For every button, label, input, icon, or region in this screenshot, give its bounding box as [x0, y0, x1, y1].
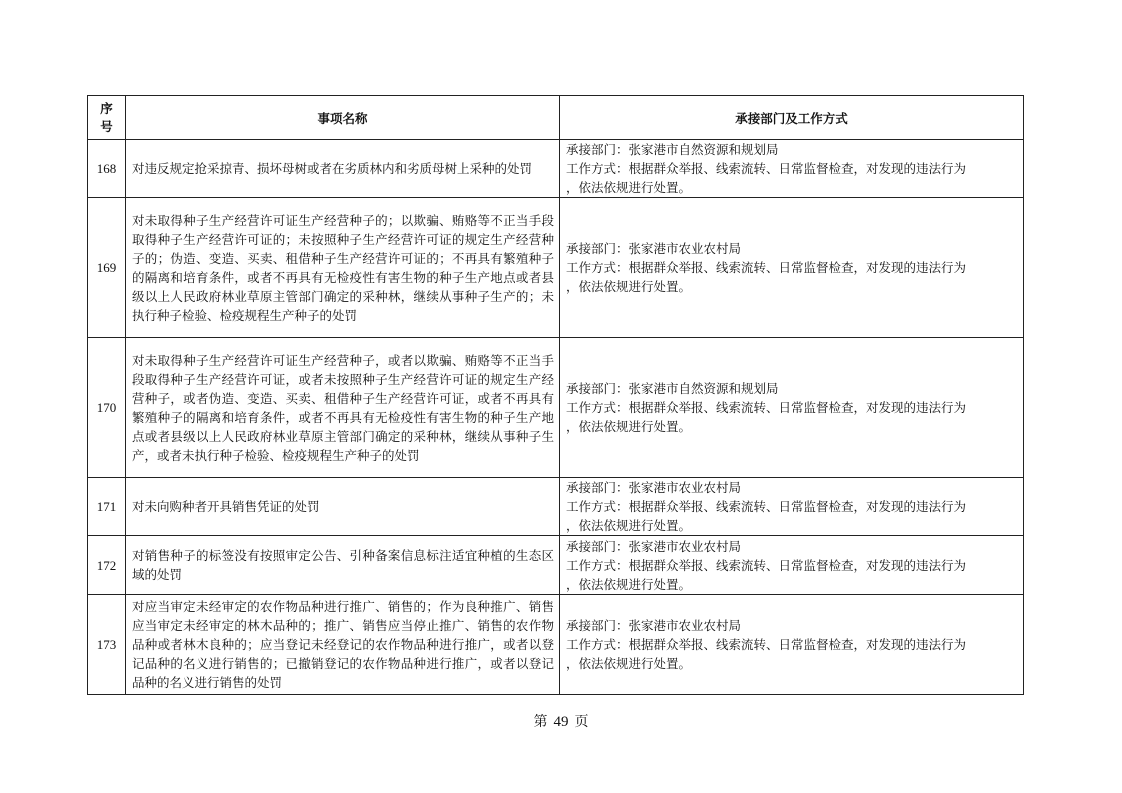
table-row — [88, 536, 1024, 595]
method-line: 工作方式：根据群众举报、线索流转、日常监督检查，对发现的违法行为 — [566, 260, 967, 275]
method-continuation: ，依法依规进行处置。 — [566, 518, 692, 533]
row-number: 168 — [88, 140, 126, 198]
header-serial-label: 序号 — [100, 100, 113, 134]
item-name: 对未向购种者开具销售凭证的处罚 — [126, 478, 560, 536]
header-serial-number — [88, 96, 126, 140]
items-table — [87, 95, 1024, 695]
row-number: 171 — [88, 478, 126, 536]
table-row — [88, 338, 1024, 478]
row-number: 169 — [88, 198, 126, 338]
department-method — [560, 140, 1024, 198]
department-method — [560, 198, 1024, 338]
table-header-row — [88, 96, 1024, 140]
item-name: 对违反规定抢采掠青、损坏母树或者在劣质林内和劣质母树上采种的处罚 — [126, 140, 560, 198]
department-line: 承接部门：张家港市农业农村局 — [566, 480, 742, 495]
table-row — [88, 140, 1024, 198]
table-row — [88, 198, 1024, 338]
method-continuation: ，依法依规进行处置。 — [566, 419, 692, 434]
department-line: 承接部门：张家港市自然资源和规划局 — [566, 142, 779, 157]
method-continuation: ，依法依规进行处置。 — [566, 180, 692, 195]
row-number: 170 — [88, 338, 126, 478]
page-number: 49 — [553, 714, 569, 730]
department-line: 承接部门：张家港市农业农村局 — [566, 241, 742, 256]
page-footer — [0, 711, 1122, 731]
method-continuation: ，依法依规进行处置。 — [566, 279, 692, 294]
header-item-name: 事项名称 — [126, 96, 560, 140]
page-suffix: 页 — [574, 714, 589, 730]
header-department-method: 承接部门及工作方式 — [560, 96, 1024, 140]
department-line: 承接部门：张家港市农业农村局 — [566, 618, 742, 633]
method-line: 工作方式：根据群众举报、线索流转、日常监督检查，对发现的违法行为 — [566, 637, 967, 652]
row-number: 172 — [88, 536, 126, 595]
row-number: 173 — [88, 595, 126, 695]
page-prefix: 第 — [533, 714, 548, 730]
method-line: 工作方式：根据群众举报、线索流转、日常监督检查，对发现的违法行为 — [566, 557, 967, 573]
table-row — [88, 595, 1024, 695]
department-line: 承接部门：张家港市自然资源和规划局 — [566, 381, 779, 396]
method-line: 工作方式：根据群众举报、线索流转、日常监督检查，对发现的违法行为 — [566, 161, 967, 176]
method-continuation: ，依法依规进行处置。 — [566, 576, 692, 592]
item-name: 对应当审定未经审定的农作物品种进行推广、销售的；作为良种推广、销售应当审定未经审定的林木品种的；推广、销售应当停止推广、销售的农作物品种或者林木良种的；应当登记未经登记的农作物品种进行推广，或者以登记品种的名义进行销售的；已撤销登记的农作物品种进行推广，或者以登记品种的名义进行销售的处罚 — [126, 595, 560, 695]
method-continuation: ，依法依规进行处置。 — [566, 656, 692, 671]
department-method — [560, 478, 1024, 536]
department-method — [560, 338, 1024, 478]
department-line: 承接部门：张家港市农业农村局 — [566, 538, 742, 554]
method-line: 工作方式：根据群众举报、线索流转、日常监督检查，对发现的违法行为 — [566, 499, 967, 514]
method-line: 工作方式：根据群众举报、线索流转、日常监督检查，对发现的违法行为 — [566, 400, 967, 415]
item-name: 对未取得种子生产经营许可证生产经营种子的；以欺骗、贿赂等不正当手段取得种子生产经营许可证的；未按照种子生产经营许可证的规定生产经营种子的；伪造、变造、买卖、租借种子生产经营许可证的；不再具有繁殖种子的隔离和培育条件，或者不再具有无检疫性有害生物的种子生产地点或者县级以上人民政府林业草原主管部门确定的采种林，继续从事种子生产的；未执行种子检验、检疫规程生产种子的处罚 — [126, 198, 560, 338]
item-name: 对销售种子的标签没有按照审定公告、引种备案信息标注适宜种植的生态区域的处罚 — [126, 536, 560, 595]
department-method — [560, 536, 1024, 595]
item-name: 对未取得种子生产经营许可证生产经营种子，或者以欺骗、贿赂等不正当手段取得种子生产经营许可证，或者未按照种子生产经营许可证的规定生产经营种子，或者伪造、变造、买卖、租借种子生产经营许可证，或者不再具有繁殖种子的隔离和培育条件，或者不再具有无检疫性有害生物的种子生产地点或者县级以上人民政府林业草原主管部门确定的采种林，继续从事种子生产，或者未执行种子检验、检疫规程生产种子的处罚 — [126, 338, 560, 478]
department-method — [560, 595, 1024, 695]
table-row — [88, 478, 1024, 536]
